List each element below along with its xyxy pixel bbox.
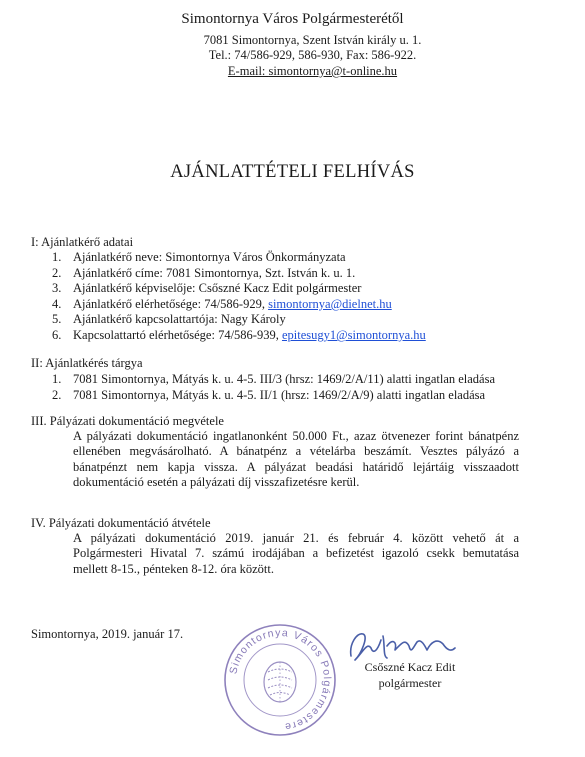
paragraph-line: mellett 8-15., pénteken 8-12. óra között. [73, 561, 274, 576]
letterhead-email-label: E-mail: [227, 64, 269, 78]
item-number: 2. [52, 266, 62, 280]
section-1-item [52, 266, 355, 281]
item-text: Ajánlatkérő neve: Simontornya Város Önkormányzata [73, 250, 346, 264]
letterhead-phone: Tel.: 74/586-929, 586-930, Fax: 586-922. [208, 48, 417, 62]
paragraph-line: Polgármesteri Hivatal 7. számú irodájában a befizetést igazoló csekk bemutatása [73, 546, 519, 561]
letterhead-address: 7081 Simontornya, Szent István király u. 1. [203, 33, 422, 47]
item-text: Kapcsolattartó elérhetősége: 74/586-939, [73, 328, 282, 342]
item-number: 1. [52, 372, 62, 386]
item-number: 2. [52, 388, 62, 402]
section-2-heading: II: Ajánlatkérés tárgya [31, 356, 143, 370]
section-1-item [52, 250, 346, 265]
item-text: Ajánlatkérő képviselője: Csőszné Kacz Edit polgármester [73, 281, 362, 295]
section-2-item [52, 388, 485, 403]
item-text: Ajánlatkérő elérhetősége: 74/586-929, [73, 297, 269, 311]
item-number: 4. [52, 297, 62, 311]
item-text: Ajánlatkérő kapcsolattartója: Nagy Károly [73, 312, 286, 326]
official-stamp [222, 622, 338, 738]
section-1-item [52, 297, 392, 312]
stamp-text: Simontornya Város Polgármestere [227, 626, 334, 733]
stamp-graphic [222, 622, 338, 738]
paragraph-line: bánatpénzt nem kapja vissza. A pályázat beadási határidő lejártáig visszaadott [73, 459, 519, 474]
place-date: Simontornya, 2019. január 17. [31, 627, 184, 641]
document-title: AJÁNLATTÉTELI FELHÍVÁS [170, 162, 415, 182]
section-1-heading: I: Ajánlatkérő adatai [31, 235, 134, 249]
section-1-item [52, 328, 426, 343]
item-text: Ajánlatkérő címe: 7081 Simontornya, Szt. István k. u. 1. [73, 266, 356, 280]
coat-of-arms-icon [264, 662, 296, 702]
letterhead-email[interactable]: simontornya@t-online.hu [268, 64, 398, 78]
item-number: 5. [52, 312, 62, 326]
section-4-heading: IV. Pályázati dokumentáció átvétele [31, 516, 211, 530]
section-1-item [52, 281, 361, 296]
item-number: 6. [52, 328, 62, 342]
paragraph-line: ellenében megvásárolható. A bánatpénz a vételárba beszámít. Vesztes pályázó a [73, 444, 519, 459]
paragraph-line: A pályázati dokumentáció ingatlanonként 50.000 Ft., azaz ötvenezer forint bánatpénz [73, 429, 519, 443]
section-3-paragraph [73, 429, 519, 490]
item-number: 3. [52, 281, 62, 295]
signatory-name: Csőszné Kacz Edit [364, 660, 456, 674]
section-1-item [52, 312, 286, 327]
item-number: 1. [52, 250, 62, 264]
paragraph-line: A pályázati dokumentáció 2019. január 21. és február 4. között vehető át a [73, 531, 519, 545]
section-3-heading: III. Pályázati dokumentáció megvétele [31, 414, 224, 428]
section-2-item [52, 372, 495, 387]
email-link[interactable]: simontornya@dielnet.hu [268, 297, 392, 311]
section-4-paragraph [73, 531, 519, 577]
letterhead-email-line [0, 64, 585, 79]
letterhead-title: Simontornya Város Polgármesterétől [181, 11, 404, 27]
email-link[interactable]: epitesugy1@simontornya.hu [281, 328, 426, 342]
item-text: 7081 Simontornya, Mátyás k. u. 4-5. II/1 (hrsz: 1469/2/A/9) alatti ingatlan eladása [73, 388, 486, 402]
signatory-role: polgármester [378, 676, 442, 690]
paragraph-line: dokumentáció esetén a pályázati díj visszafizetésre kerül. [73, 474, 360, 489]
item-text: 7081 Simontornya, Mátyás k. u. 4-5. III/3 (hrsz: 1469/2/A/11) alatti ingatlan eladása [73, 372, 496, 386]
